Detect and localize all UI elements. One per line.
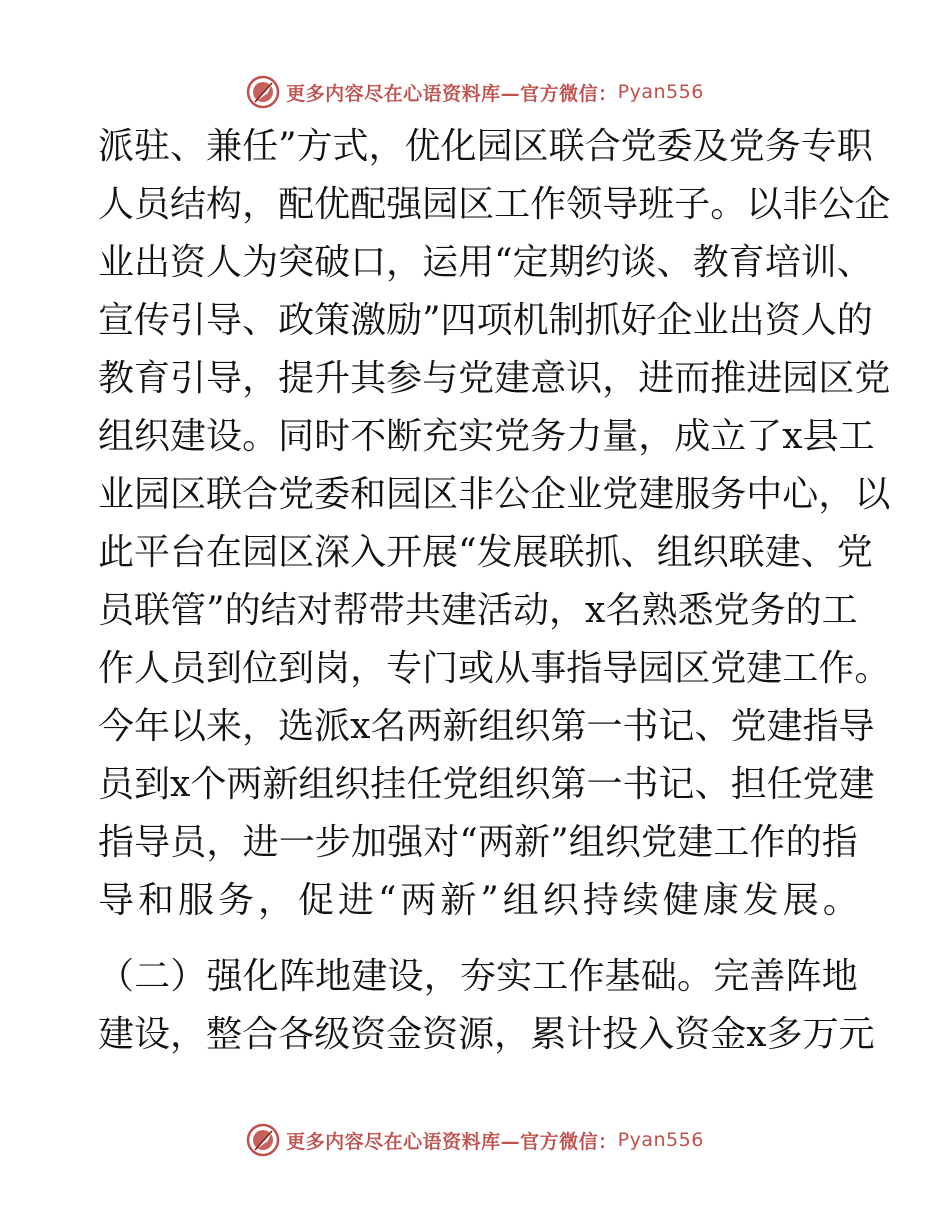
footer-wechat-id: Pyan556	[617, 1129, 704, 1151]
text-line: 作 人 员 到 位 到 岗 ， 专 门 或 从 事 指 导 园 区 党 建 工 作 。	[98, 648, 891, 689]
footer-banner	[0, 1120, 950, 1160]
text-line: 业 园 区 联 合 党 委 和 园 区 非 公 企 业 党 建 服 务 中 心 ， 以	[98, 474, 891, 515]
text-line: 今 年 以 来 ， 选 派 x 名 两 新 组 织 第 一 书 记 、 党 建 指 导	[98, 706, 875, 747]
text-line: 导和服务，促进“两新”组织持续健康发展。	[98, 880, 863, 921]
paragraph-1	[98, 118, 891, 930]
text-line: 员 到 x 个 两 新 组 织 挂 任 党 组 织 第 一 书 记 、 担 任 党 建	[98, 764, 875, 805]
text-line: 此 平 台 在 园 区 深 入 开 展 “ 发 展 联 抓 、 组 织 联 建 、 党	[98, 532, 873, 573]
text-line: 业 出 资 人 为 突 破 口 ， 运 用 “ 定 期 约 谈 、 教 育 培 训 、	[98, 242, 873, 283]
text-line: 人 员 结 构 ， 配 优 配 强 园 区 工 作 领 导 班 子 。 以 非 公 企	[98, 184, 891, 225]
text-line: 指 导 员 ， 进 一 步 加 强 对 “ 两 新 ” 组 织 党 建 工 作 的 指	[98, 822, 858, 863]
text-line: （ 二 ） 强 化 阵 地 建 设 ， 夯 实 工 作 基 础 。 完 善 阵 地	[98, 956, 858, 997]
footer-banner-text: 更多内容尽在心语资料库—官方微信：	[286, 1130, 618, 1153]
feather-quill-seal-icon	[246, 1123, 280, 1157]
header-banner	[0, 72, 950, 112]
text-line: 建 设 ， 整 合 各 级 资 金 资 源 ， 累 计 投 入 资 金 x 多 万 元	[98, 1014, 875, 1055]
header-banner-text: 更多内容尽在心语资料库—官方微信：	[286, 82, 618, 105]
feather-quill-seal-icon	[246, 75, 280, 109]
header-wechat-id: Pyan556	[617, 81, 704, 103]
text-line: 组 织 建 设 。 同 时 不 断 充 实 党 务 力 量 ， 成 立 了 x 县 工	[98, 416, 875, 457]
text-line: 教 育 引 导 ， 提 升 其 参 与 党 建 意 识 ， 进 而 推 进 园 区 党	[98, 358, 891, 399]
text-line: 宣 传 引 导 、 政 策 激 励 ” 四 项 机 制 抓 好 企 业 出 资 人 的	[98, 300, 873, 341]
document-body	[98, 118, 891, 1064]
paragraph-2	[98, 948, 875, 1064]
text-line: 派 驻 、 兼 任 ” 方 式 ， 优 化 园 区 联 合 党 委 及 党 务 专 职	[98, 126, 873, 167]
text-line: 员 联 管 ” 的 结 对 帮 带 共 建 活 动 ， x 名 熟 悉 党 务 的 工	[98, 590, 858, 631]
